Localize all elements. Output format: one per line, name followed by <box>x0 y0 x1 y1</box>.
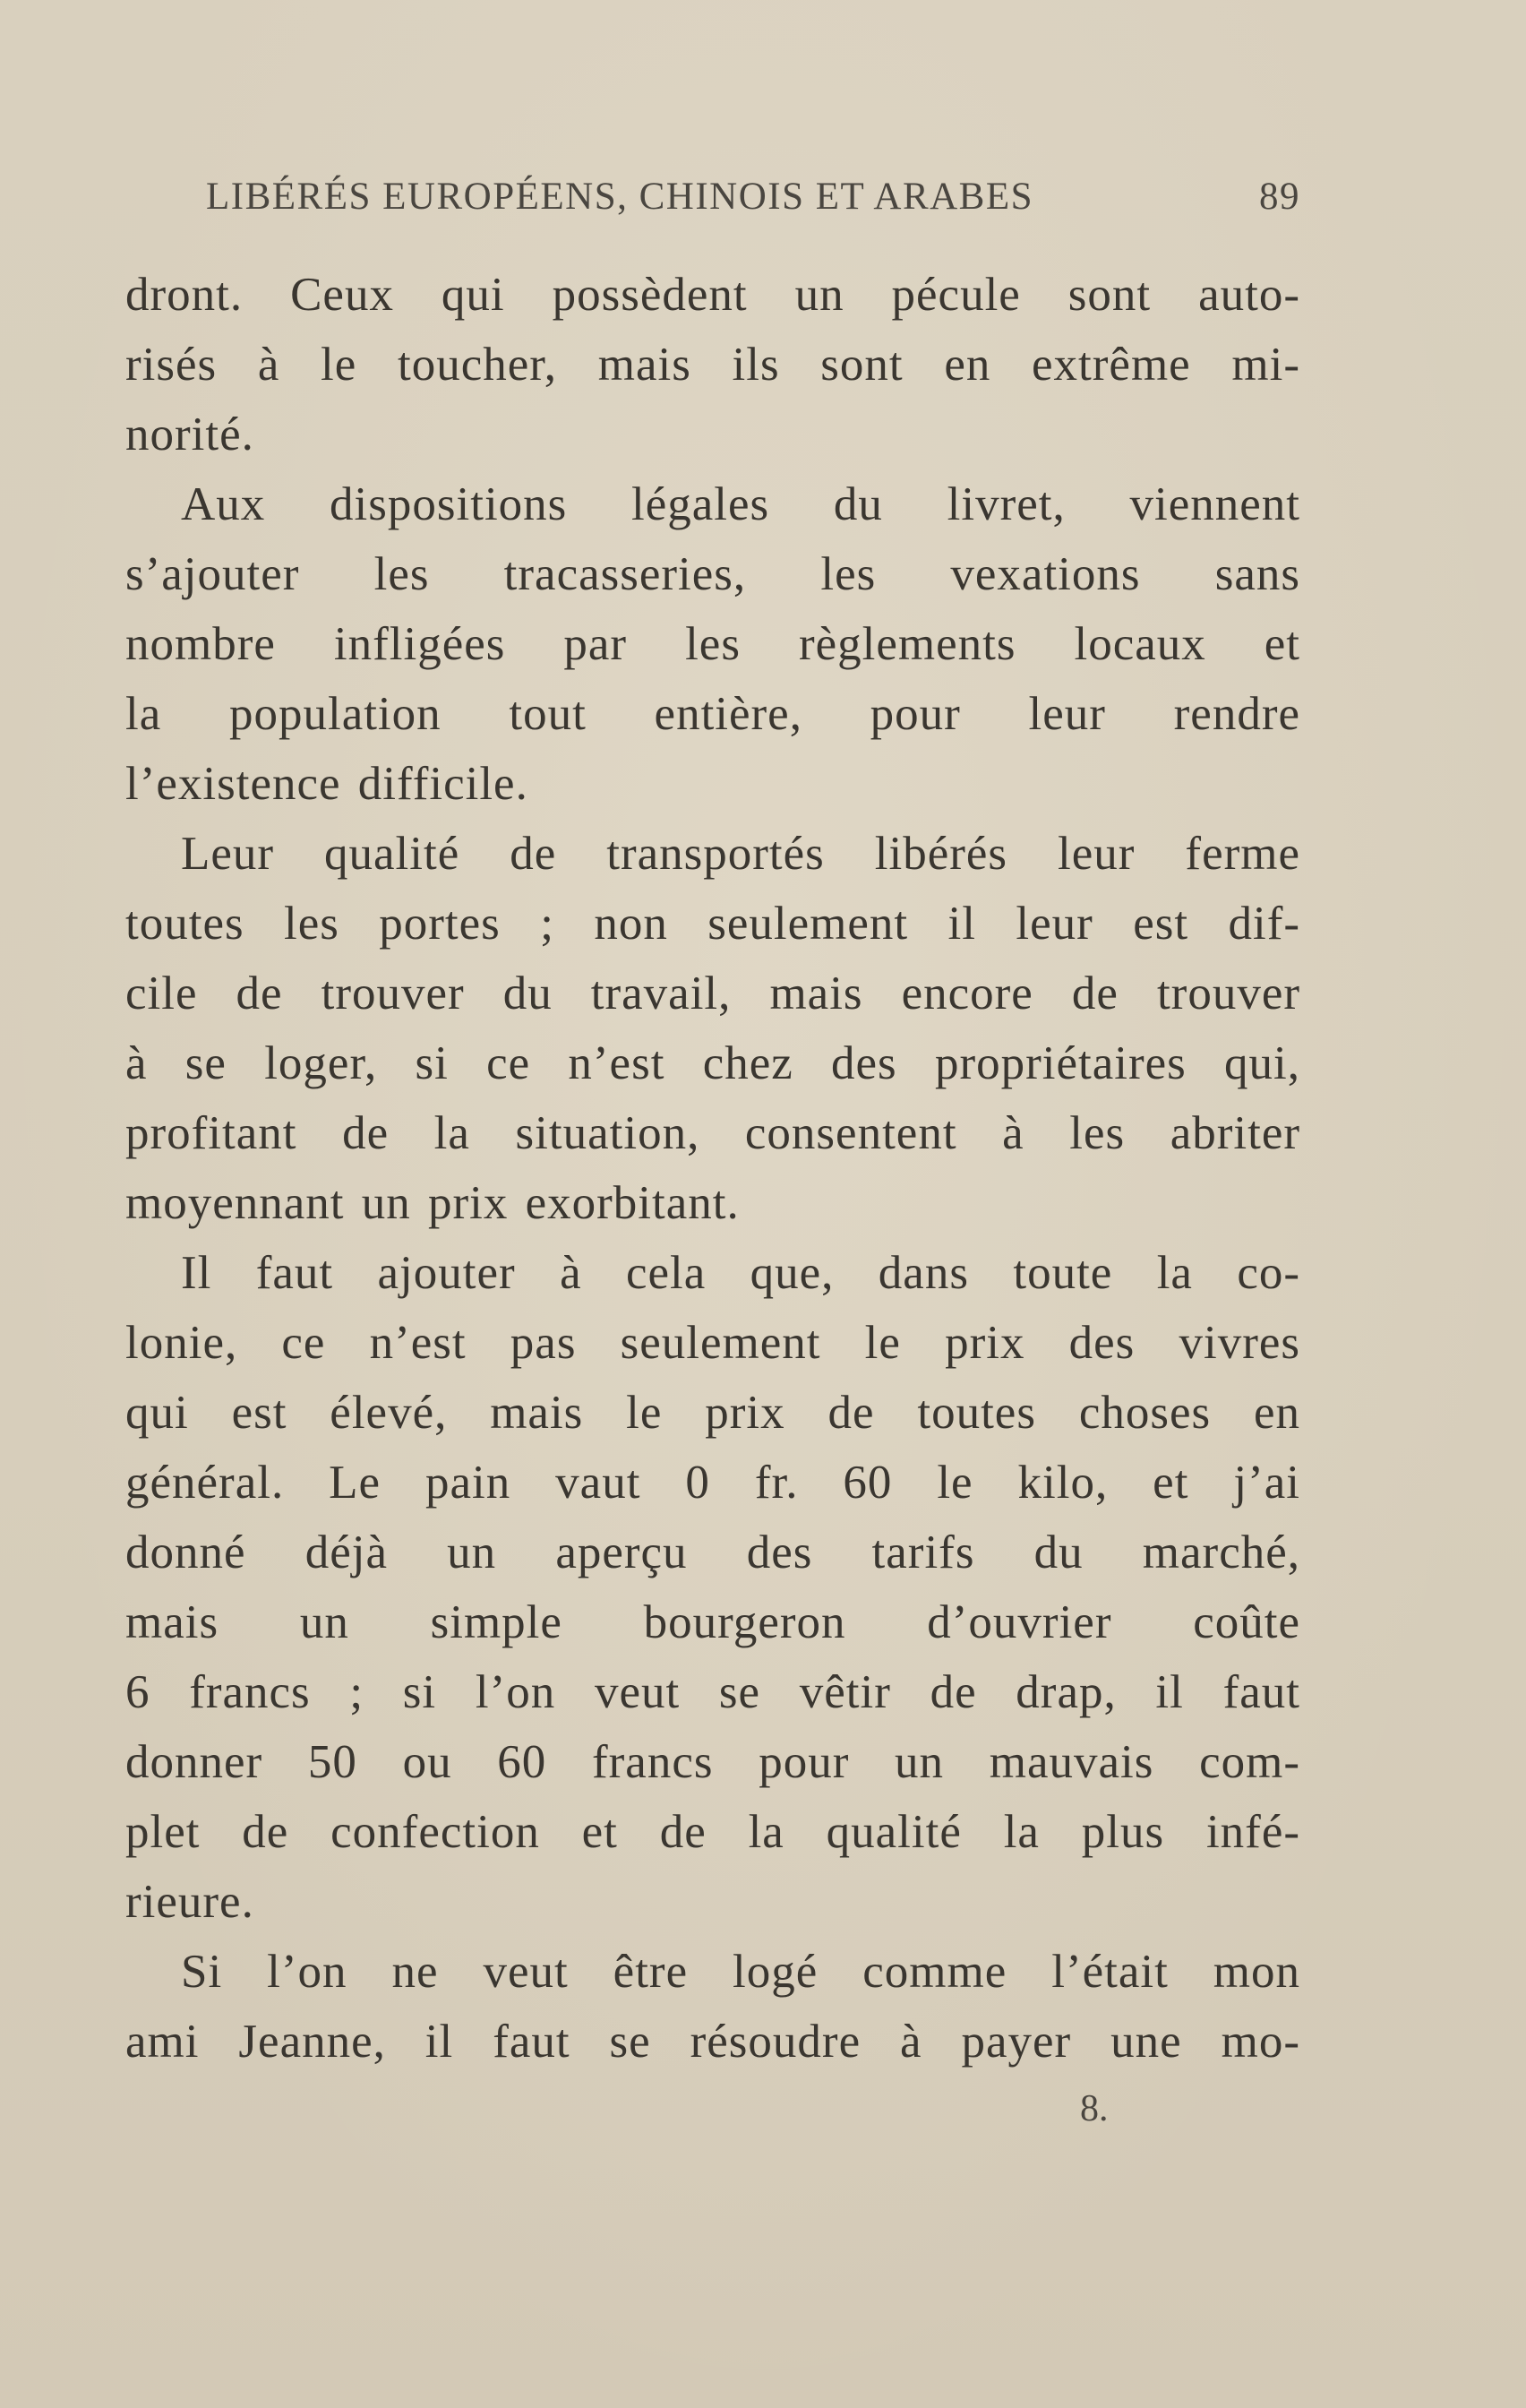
text-line: lonie, ce n’est pas seulement le prix des vivres <box>125 1317 1300 1369</box>
text-line: ami Jeanne, il faut se résoudre à payer une mo- <box>125 2016 1300 2068</box>
text-line: la population tout entière, pour leur rendre <box>125 688 1300 740</box>
text-line: général. Le pain vaut 0 fr. 60 le kilo, et j’ai <box>125 1457 1300 1509</box>
running-header <box>206 175 1300 237</box>
text-line: risés à le toucher, mais ils sont en extrême mi- <box>125 339 1300 391</box>
text-line: l’existence difficile. <box>125 758 528 810</box>
text-line: profitant de la situation, consentent à les abriter <box>125 1107 1300 1159</box>
text-line: s’ajouter les tracasseries, les vexations sans <box>125 548 1300 600</box>
paragraph-first-line: Leur qualité de transportés libérés leur ferme <box>181 828 1300 880</box>
text-line: donné déjà un aperçu des tarifs du marché, <box>125 1526 1300 1578</box>
body-text <box>125 260 1300 2077</box>
paragraph-first-line: Aux dispositions légales du livret, viennent <box>181 478 1300 530</box>
text-line: à se loger, si ce n’est chez des propriétaires qui, <box>125 1037 1300 1089</box>
text-line: plet de confection et de la qualité la plus infé- <box>125 1806 1300 1858</box>
text-line: donner 50 ou 60 francs pour un mauvais com- <box>125 1736 1300 1788</box>
text-line: nombre infligées par les règlements locaux et <box>125 618 1300 670</box>
paragraph-first-line: Il faut ajouter à cela que, dans toute la co- <box>181 1247 1300 1299</box>
text-line: toutes les portes ; non seulement il leur est dif- <box>125 898 1300 950</box>
text-line: moyennant un prix exorbitant. <box>125 1177 740 1229</box>
text-line: norité. <box>125 408 254 460</box>
text-line: mais un simple bourgeron d’ouvrier coûte <box>125 1596 1300 1648</box>
signature-mark: 8. <box>1080 2088 1109 2129</box>
text-line: dront. Ceux qui possèdent un pécule sont auto- <box>125 269 1300 321</box>
paragraph-first-line: Si l’on ne veut être logé comme l’était mon <box>181 1946 1300 1998</box>
text-line: 6 francs ; si l’on veut se vêtir de drap, il faut <box>125 1666 1300 1718</box>
text-line: qui est élevé, mais le prix de toutes choses en <box>125 1387 1300 1439</box>
page-number: 89 <box>1259 176 1300 218</box>
running-title: LIBÉRÉS EUROPÉENS, CHINOIS ET ARABES <box>206 176 1034 218</box>
text-line: rieure. <box>125 1876 254 1928</box>
text-line: cile de trouver du travail, mais encore de trouver <box>125 968 1300 1019</box>
